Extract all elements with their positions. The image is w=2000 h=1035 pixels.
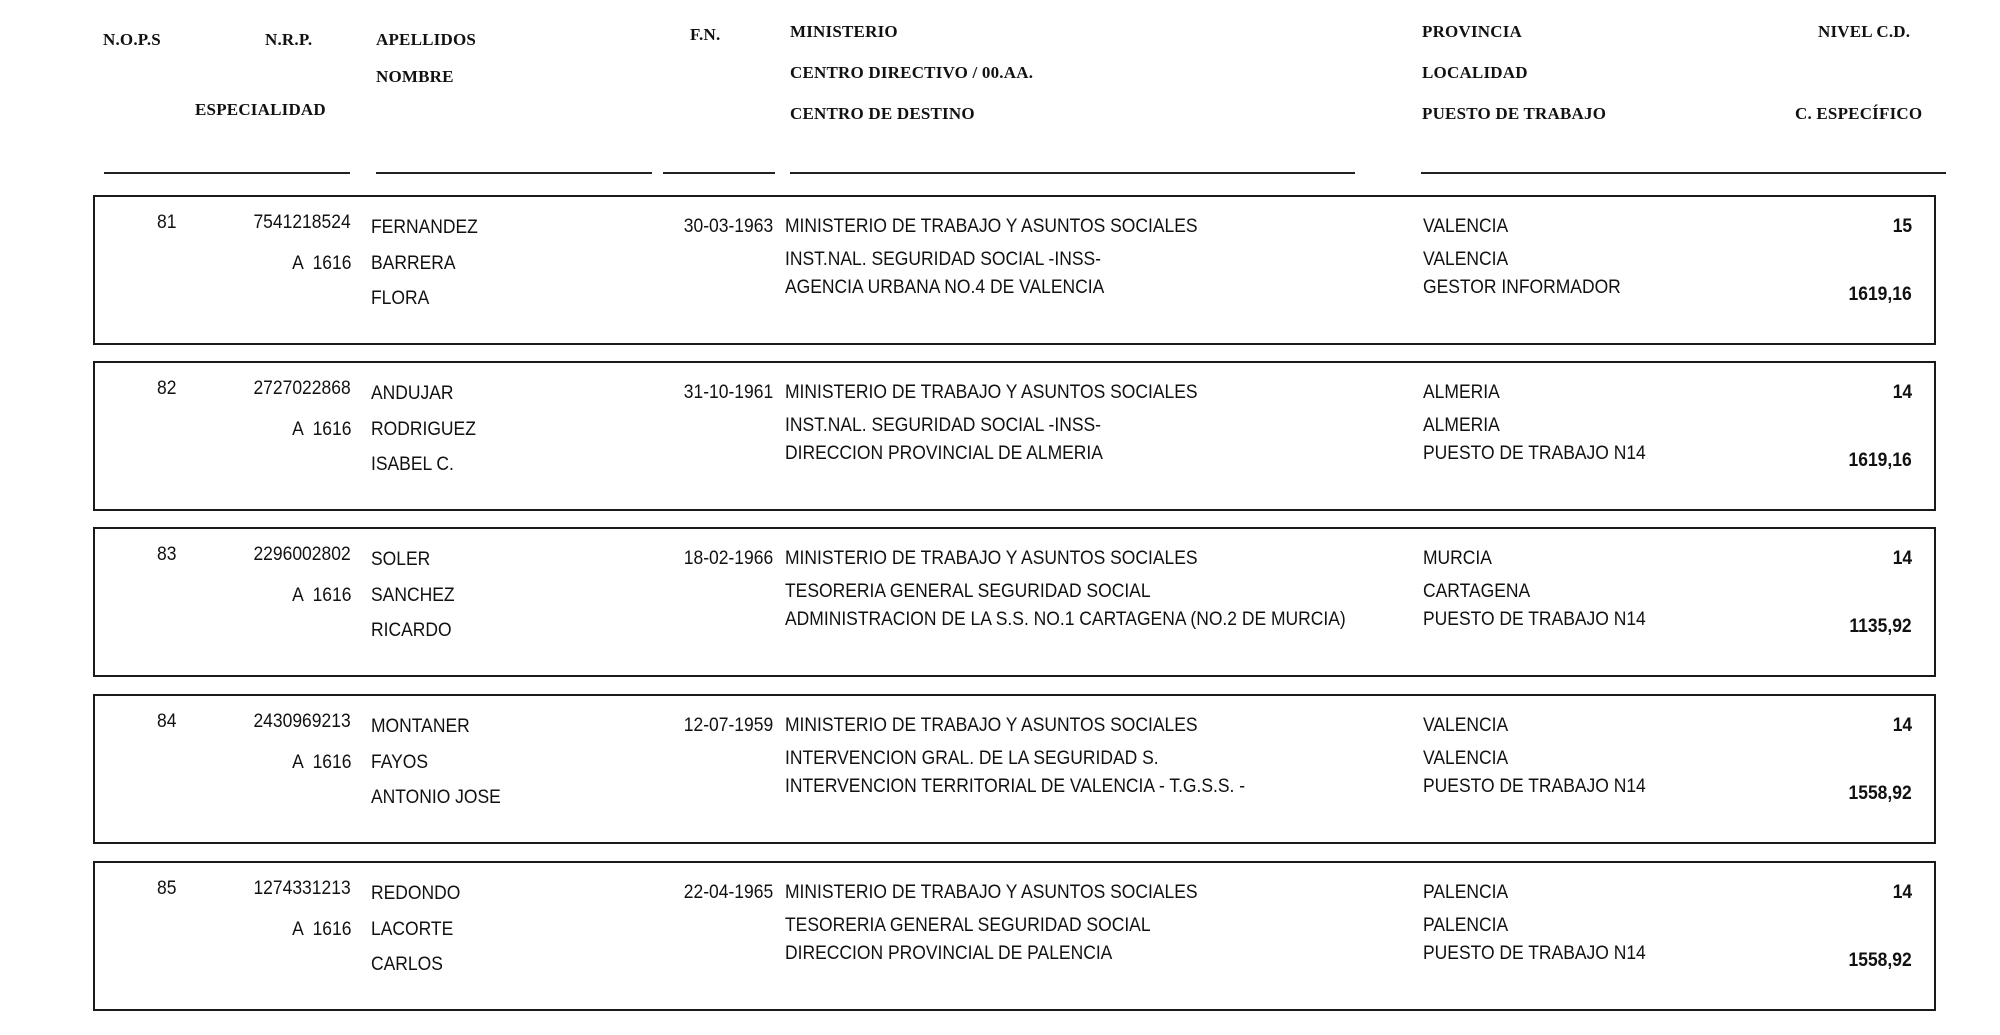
record-box (93, 195, 1936, 345)
apellido2-value: LACORTE (371, 919, 454, 940)
nops-value: 84 (157, 711, 177, 732)
fecha-nacimiento-value: 18-02-1966 (683, 548, 773, 569)
especialidad-value: A 1616 (291, 419, 351, 440)
localidad-value: VALENCIA (1423, 748, 1509, 769)
c-especifico-value: 1135,92 (1849, 616, 1912, 637)
apellido1-value: REDONDO (371, 883, 461, 904)
provincia-value: VALENCIA (1423, 715, 1509, 736)
record-box (93, 694, 1936, 844)
header-nivel: NIVEL C.D. (1818, 22, 1911, 41)
fecha-nacimiento-value: 30-03-1963 (683, 216, 773, 237)
nombre-value: RICARDO (371, 620, 452, 641)
nrp-value: 2430969213 (253, 711, 351, 732)
header-fn: F.N. (690, 25, 721, 44)
localidad-value: VALENCIA (1423, 249, 1509, 270)
record-box (93, 861, 1936, 1011)
especialidad-value: A 1616 (291, 253, 351, 274)
nops-value: 82 (157, 378, 177, 399)
apellido1-value: SOLER (371, 549, 431, 570)
centro-directivo-value: INST.NAL. SEGURIDAD SOCIAL -INSS- (785, 249, 1102, 270)
header-divider-provincia-nivel (1421, 172, 1946, 174)
apellido1-value: ANDUJAR (371, 383, 454, 404)
header-puesto: PUESTO DE TRABAJO (1422, 104, 1607, 123)
header-centro-directivo: CENTRO DIRECTIVO / 00.AA. (790, 63, 1034, 82)
record-box (93, 361, 1936, 511)
ministerio-value: MINISTERIO DE TRABAJO Y ASUNTOS SOCIALES (785, 216, 1198, 237)
nops-value: 83 (157, 544, 177, 565)
header-ministerio: MINISTERIO (790, 22, 898, 41)
header-nops: N.O.P.S (103, 30, 161, 49)
nombre-value: ISABEL C. (371, 454, 454, 475)
nivel-value: 15 (1892, 216, 1912, 237)
puesto-value: PUESTO DE TRABAJO N14 (1423, 609, 1646, 630)
apellido2-value: BARRERA (371, 253, 456, 274)
apellido1-value: FERNANDEZ (371, 217, 478, 238)
header-nrp: N.R.P. (265, 30, 313, 49)
header-nombre: NOMBRE (376, 67, 454, 86)
nombre-value: ANTONIO JOSE (371, 787, 501, 808)
apellido2-value: SANCHEZ (371, 585, 455, 606)
ministerio-value: MINISTERIO DE TRABAJO Y ASUNTOS SOCIALES (785, 715, 1198, 736)
puesto-value: PUESTO DE TRABAJO N14 (1423, 443, 1646, 464)
c-especifico-value: 1558,92 (1848, 783, 1912, 804)
centro-directivo-value: TESORERIA GENERAL SEGURIDAD SOCIAL (785, 581, 1151, 602)
centro-destino-value: AGENCIA URBANA NO.4 DE VALENCIA (785, 277, 1105, 298)
c-especifico-value: 1619,16 (1848, 450, 1912, 471)
header-divider-nops-nrp (104, 172, 350, 174)
centro-directivo-value: TESORERIA GENERAL SEGURIDAD SOCIAL (785, 915, 1151, 936)
localidad-value: PALENCIA (1423, 915, 1509, 936)
fecha-nacimiento-value: 31-10-1961 (683, 382, 773, 403)
especialidad-value: A 1616 (291, 585, 351, 606)
record-box (93, 527, 1936, 677)
header-provincia: PROVINCIA (1422, 22, 1523, 41)
nivel-value: 14 (1892, 382, 1912, 403)
centro-destino-value: ADMINISTRACION DE LA S.S. NO.1 CARTAGENA (NO.2 DE MURCIA) (785, 609, 1346, 630)
especialidad-value: A 1616 (291, 752, 351, 773)
nivel-value: 14 (1892, 882, 1912, 903)
centro-destino-value: DIRECCION PROVINCIAL DE PALENCIA (785, 943, 1113, 964)
nrp-value: 2727022868 (253, 378, 351, 399)
nrp-value: 7541218524 (253, 212, 351, 233)
nivel-value: 14 (1892, 715, 1912, 736)
fecha-nacimiento-value: 22-04-1965 (683, 882, 773, 903)
header-c-especifico: C. ESPECÍFICO (1795, 104, 1923, 123)
nivel-value: 14 (1892, 548, 1912, 569)
apellido2-value: FAYOS (371, 752, 428, 773)
especialidad-value: A 1616 (291, 919, 351, 940)
apellido1-value: MONTANER (371, 716, 470, 737)
centro-destino-value: INTERVENCION TERRITORIAL DE VALENCIA - T.G.S.S. - (785, 776, 1246, 797)
provincia-value: MURCIA (1423, 548, 1492, 569)
nrp-value: 1274331213 (253, 878, 351, 899)
header-divider-apellidos (376, 172, 652, 174)
centro-directivo-value: INTERVENCION GRAL. DE LA SEGURIDAD S. (785, 748, 1159, 769)
ministerio-value: MINISTERIO DE TRABAJO Y ASUNTOS SOCIALES (785, 882, 1198, 903)
header-centro-destino: CENTRO DE DESTINO (790, 104, 975, 123)
apellido2-value: RODRIGUEZ (371, 419, 476, 440)
c-especifico-value: 1619,16 (1848, 284, 1912, 305)
provincia-value: PALENCIA (1423, 882, 1509, 903)
puesto-value: PUESTO DE TRABAJO N14 (1423, 943, 1646, 964)
nops-value: 81 (157, 212, 177, 233)
nombre-value: CARLOS (371, 954, 443, 975)
puesto-value: PUESTO DE TRABAJO N14 (1423, 776, 1646, 797)
localidad-value: ALMERIA (1423, 415, 1500, 436)
centro-directivo-value: INST.NAL. SEGURIDAD SOCIAL -INSS- (785, 415, 1102, 436)
centro-destino-value: DIRECCION PROVINCIAL DE ALMERIA (785, 443, 1103, 464)
header-divider-ministerio (790, 172, 1355, 174)
nrp-value: 2296002802 (253, 544, 351, 565)
ministerio-value: MINISTERIO DE TRABAJO Y ASUNTOS SOCIALES (785, 382, 1198, 403)
c-especifico-value: 1558,92 (1848, 950, 1912, 971)
fecha-nacimiento-value: 12-07-1959 (683, 715, 773, 736)
header-divider-fn (663, 172, 775, 174)
puesto-value: GESTOR INFORMADOR (1423, 277, 1621, 298)
ministerio-value: MINISTERIO DE TRABAJO Y ASUNTOS SOCIALES (785, 548, 1198, 569)
provincia-value: ALMERIA (1423, 382, 1500, 403)
provincia-value: VALENCIA (1423, 216, 1509, 237)
header-apellidos: APELLIDOS (376, 30, 477, 49)
nombre-value: FLORA (371, 288, 430, 309)
localidad-value: CARTAGENA (1423, 581, 1531, 602)
header-especialidad: ESPECIALIDAD (195, 100, 326, 119)
header-localidad: LOCALIDAD (1422, 63, 1528, 82)
nops-value: 85 (157, 878, 177, 899)
